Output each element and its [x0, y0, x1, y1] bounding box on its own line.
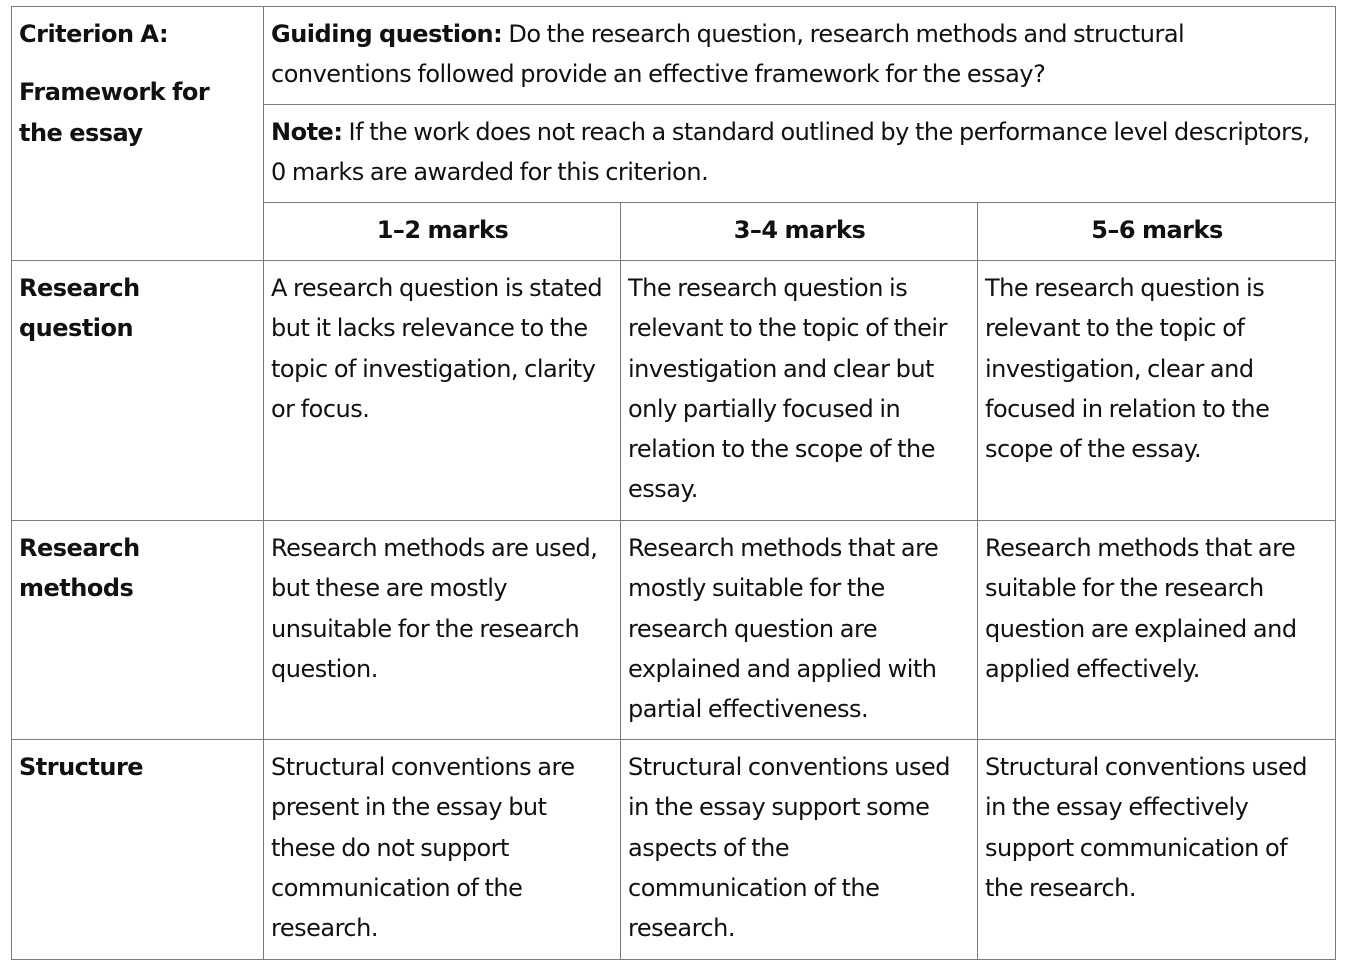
descriptor-cell: Structural conventions used in the essay support some aspects of the communication of the research.	[621, 740, 978, 960]
descriptor-cell: Structural conventions used in the essay effectively support communication of the research.	[978, 740, 1336, 960]
guiding-question-text: Do the research question, research methods and structural conventions followed provide an effective framework for the essay?	[271, 20, 1185, 89]
row-label-line2: question	[19, 314, 134, 343]
descriptor-cell: A research question is stated but it lacks relevance to the topic of investigation, clarity or focus.	[264, 261, 621, 521]
row-label-line2: methods	[19, 574, 134, 603]
row-label-structure: Structure	[12, 740, 264, 960]
criterion-name	[19, 72, 257, 153]
descriptor-cell: Research methods that are suitable for the research question are explained and applied effectively.	[978, 521, 1336, 740]
research-question-row	[12, 261, 1336, 521]
note-label: Note:	[271, 118, 343, 146]
descriptor-cell: The research question is relevant to the topic of their investigation and clear but only partially focused in relation to the scope of the essay.	[621, 261, 978, 521]
level-heading-1-2: 1–2 marks	[264, 203, 621, 261]
row-label-research-methods	[12, 521, 264, 740]
row-label-research-question	[12, 261, 264, 521]
row-label-line1: Research	[19, 274, 140, 302]
criterion-title: Criterion A:	[19, 20, 169, 48]
descriptor-cell: The research question is relevant to the topic of investigation, clear and focused in relation to the scope of the essay.	[978, 261, 1336, 521]
note-text: If the work does not reach a standard outlined by the performance level descriptors, 0 marks are awarded for this criterion.	[271, 118, 1310, 187]
criterion-name-line2: the essay	[19, 118, 143, 147]
level-heading-5-6: 5–6 marks	[978, 203, 1336, 261]
descriptor-cell: Research methods are used, but these are mostly unsuitable for the research question.	[264, 521, 621, 740]
structure-row	[12, 740, 1336, 960]
criterion-header-cell	[12, 7, 264, 261]
row-label-line1: Research	[19, 534, 140, 562]
criterion-a-rubric-table	[11, 6, 1336, 960]
note-cell	[264, 105, 1336, 203]
descriptor-cell: Research methods that are mostly suitable for the research question are explained and applied with partial effectiveness.	[621, 521, 978, 740]
research-methods-row	[12, 521, 1336, 740]
level-heading-3-4: 3–4 marks	[621, 203, 978, 261]
descriptor-cell: Structural conventions are present in the essay but these do not support communication of the research.	[264, 740, 621, 960]
guiding-question-label: Guiding question:	[271, 20, 503, 48]
criterion-name-line1: Framework for	[19, 78, 210, 107]
guiding-question-cell	[264, 7, 1336, 105]
guiding-question-row	[12, 7, 1336, 105]
